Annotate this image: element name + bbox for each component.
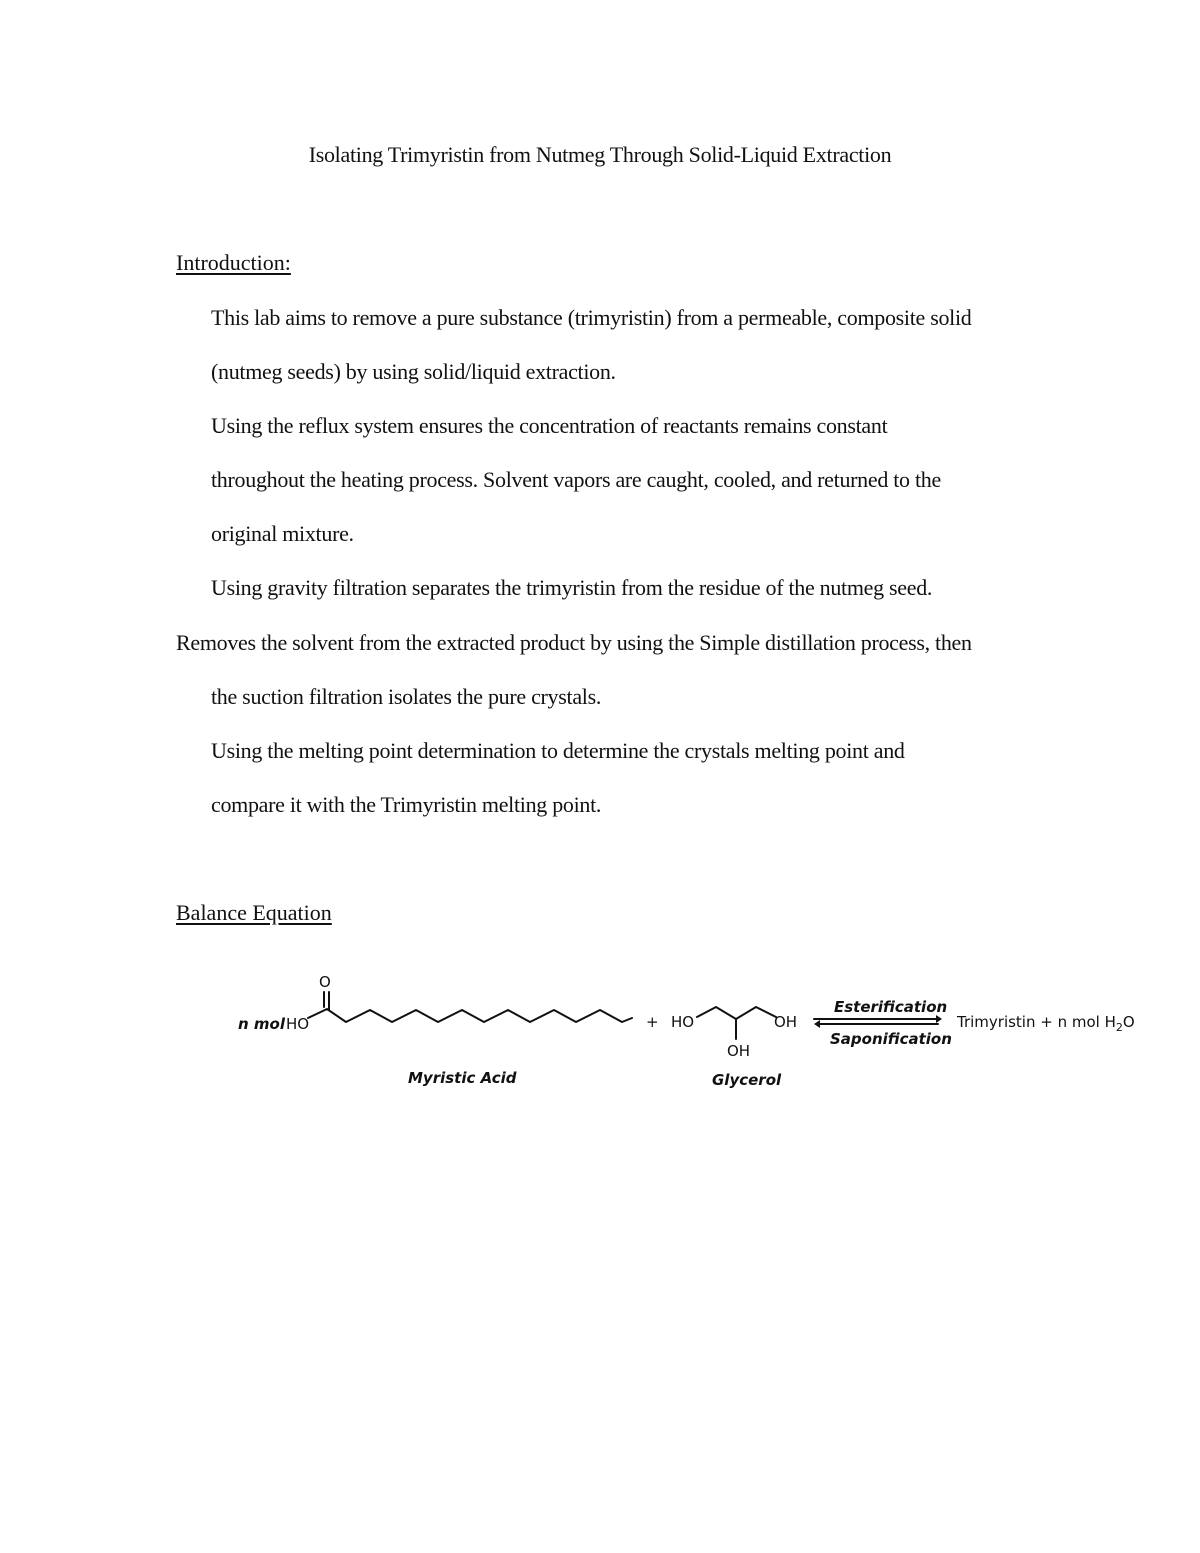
myristic-acid-chain xyxy=(308,1009,632,1022)
document-title: Isolating Trimyristin from Nutmeg Through Solid-Liquid Extraction xyxy=(308,142,892,167)
paragraph-line: Using the melting point determination to determine the crystals melting point and xyxy=(211,738,905,763)
balance-equation-heading: Balance Equation xyxy=(176,900,332,925)
glycerol-skeleton xyxy=(697,1007,776,1019)
saponification-label: Saponification xyxy=(830,1030,952,1048)
forward-arrowhead xyxy=(936,1015,942,1023)
glycerol-label: Glycerol xyxy=(712,1071,782,1089)
coefficient-label: n mol xyxy=(238,1015,285,1033)
myristic-acid-label: Myristic Acid xyxy=(408,1069,517,1087)
paragraph-line: Using the reflux system ensures the concentration of reactants remains constant xyxy=(211,413,888,438)
glycerol-middle-hydroxyl-label: OH xyxy=(727,1042,751,1060)
paragraph-line: throughout the heating process. Solvent vapors are caught, cooled, and returned to the xyxy=(211,467,941,492)
paragraph-line: compare it with the Trimyristin melting point. xyxy=(211,792,602,817)
carbonyl-oxygen-label: O xyxy=(319,973,331,991)
acid-hydroxyl-label: HO xyxy=(286,1015,310,1033)
esterification-label: Esterification xyxy=(834,998,948,1016)
product-label: Trimyristin + n mol $H_2O$ xyxy=(957,1013,1135,1034)
paragraph-line: This lab aims to remove a pure substance (trimyristin) from a permeable, composite solid xyxy=(211,305,972,330)
paragraph-line: the suction filtration isolates the pure crystals. xyxy=(211,684,602,709)
paragraph-line: Removes the solvent from the extracted product by using the Simple distillation process, then xyxy=(176,630,972,655)
reverse-arrowhead xyxy=(814,1020,820,1028)
paragraph-line: (nutmeg seeds) by using solid/liquid extraction. xyxy=(211,359,616,384)
paragraph-line: original mixture. xyxy=(211,521,354,546)
balance-equation-figure xyxy=(230,965,1135,1095)
glycerol-left-hydroxyl-label: HO xyxy=(671,1013,695,1031)
plus-sign: + xyxy=(646,1013,659,1031)
glycerol-right-hydroxyl-label: OH xyxy=(774,1013,798,1031)
introduction-heading: Introduction: xyxy=(176,250,291,275)
paragraph-line: Using gravity filtration separates the trimyristin from the residue of the nutmeg seed. xyxy=(211,575,933,600)
